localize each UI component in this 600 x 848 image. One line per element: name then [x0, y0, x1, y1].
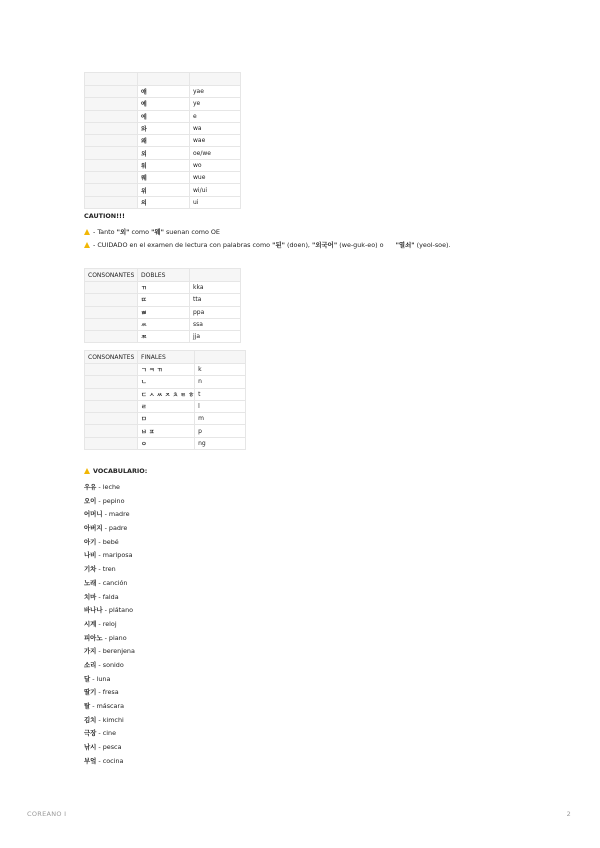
table-header-cell: DOBLES: [138, 269, 190, 282]
table-row: [85, 364, 246, 376]
vocab-korean: 아버지: [84, 524, 103, 533]
vocab-spanish: pepino: [102, 496, 125, 505]
romanization-cell: p: [195, 425, 246, 437]
vocab-korean: 극장: [84, 729, 97, 738]
vocab-separator: -: [96, 496, 103, 505]
vocab-spanish: tren: [102, 565, 116, 574]
romanization-cell: ssa: [190, 318, 241, 330]
vocab-spanish: cine: [102, 729, 117, 738]
vocab-korean: 딸기: [84, 688, 97, 697]
vocab-korean: 부엌: [84, 756, 97, 765]
vocab-korean: 피아노: [84, 633, 103, 642]
vocab-korean: 어머니: [84, 510, 103, 519]
table-row: [85, 196, 241, 208]
hangul-cell: 얘: [138, 86, 190, 98]
romanization-cell: m: [195, 413, 246, 425]
hangul-cell: ㅇ: [138, 437, 195, 449]
table-cell-empty: [85, 282, 138, 294]
table-cell-empty: [85, 73, 138, 86]
vocab-korean: 오이: [84, 496, 97, 505]
hangul-cell: ㄲ: [138, 282, 190, 294]
vocab-separator: -: [90, 674, 97, 683]
hangul-cell: 위: [138, 184, 190, 196]
vocab-korean: 낚시: [84, 743, 97, 752]
table-row: [85, 437, 246, 449]
caution-line-2: [84, 239, 451, 251]
hangul-cell: ㄴ: [138, 376, 195, 388]
romanization-cell: wi/ui: [190, 184, 241, 196]
table-header-cell: [190, 269, 241, 282]
hangul-cell: ㄷ ㅅ ㅆ ㅈ ㅊ ㅌ ㅎ: [138, 388, 195, 400]
vocab-separator: -: [96, 619, 103, 628]
vocab-item: [84, 604, 135, 618]
hangul-cell: [138, 73, 190, 86]
hangul-cell: 예: [138, 98, 190, 110]
table-cell-empty: [85, 376, 138, 388]
vocab-item: [84, 645, 135, 659]
vocab-korean: 바나나: [84, 606, 103, 615]
vocab-korean: 노래: [84, 578, 97, 587]
romanization-cell: oe/we: [190, 147, 241, 159]
table-cell-empty: [85, 86, 138, 98]
vocab-korean: 우유: [84, 483, 97, 491]
romanization-cell: l: [195, 400, 246, 412]
table-row: [85, 318, 241, 330]
page-number: 2: [566, 810, 571, 818]
table-cell-empty: [85, 159, 138, 171]
caution-text: suenan como OE: [163, 228, 220, 236]
vocab-spanish: luna: [96, 674, 111, 683]
hangul-cell: 웨: [138, 172, 190, 184]
vocabulario-list: [84, 481, 135, 768]
vocab-spanish: plátano: [108, 606, 134, 615]
table-row: [85, 282, 241, 294]
caution-text: como: [129, 228, 152, 236]
caution-text: (doen),: [284, 241, 312, 249]
table-header-cell: CONSONANTES: [85, 351, 138, 364]
vocab-korean: 나비: [84, 551, 97, 560]
table-cell-empty: [85, 306, 138, 318]
vocab-item: [84, 714, 135, 728]
vocabulario-title: [84, 465, 147, 477]
table-cell-empty: [85, 318, 138, 330]
vocab-spanish: reloj: [102, 619, 117, 628]
table-cell-empty: [85, 110, 138, 122]
vocab-separator: -: [96, 729, 103, 738]
hangul-cell: ㄸ: [138, 294, 190, 306]
hangul-cell: ㅁ: [138, 413, 195, 425]
finales-table: [84, 350, 246, 450]
vocab-separator: -: [96, 660, 103, 669]
vocab-spanish: pesca: [102, 743, 122, 752]
table-cell-empty: [85, 294, 138, 306]
vocab-korean: 아기: [84, 537, 97, 546]
caution-text: (yeol-soe).: [414, 241, 451, 249]
table-header-cell: CONSONANTES: [85, 269, 138, 282]
hangul-cell: ㅆ: [138, 318, 190, 330]
vocab-korean: 탈: [84, 702, 91, 710]
vocab-item: [84, 700, 135, 714]
caution-text: - CUIDADO en el examen de lectura con palabras como: [93, 241, 273, 249]
vocab-korean: 기차: [84, 565, 97, 574]
vocab-item: [84, 673, 135, 687]
romanization-cell: tta: [190, 294, 241, 306]
vocab-spanish: mariposa: [102, 551, 133, 560]
table-cell-empty: [85, 172, 138, 184]
romanization-cell: wa: [190, 122, 241, 134]
table-row: [85, 98, 241, 110]
vocabulario-title-text: VOCABULARIO:: [93, 467, 148, 475]
vocab-spanish: madre: [108, 510, 130, 519]
vocab-spanish: padre: [108, 524, 128, 533]
vocab-item: [84, 495, 135, 509]
romanization-cell: ye: [190, 98, 241, 110]
table-cell-empty: [85, 364, 138, 376]
vocab-separator: -: [102, 633, 109, 642]
table-cell-empty: [85, 388, 138, 400]
hangul-cell: ㅂ ㅍ: [138, 425, 195, 437]
vocab-item: [84, 481, 135, 495]
vocab-separator: -: [96, 743, 103, 752]
romanization-cell: kka: [190, 282, 241, 294]
vocab-korean: 달: [84, 674, 91, 683]
vocab-spanish: piano: [108, 633, 127, 642]
romanization-cell: t: [195, 388, 246, 400]
vocab-item: [84, 536, 135, 550]
vocab-separator: -: [96, 551, 103, 560]
vocab-separator: -: [102, 606, 109, 615]
vocab-item: [84, 755, 135, 769]
vocab-spanish: canción: [102, 578, 128, 587]
vocab-item: [84, 577, 135, 591]
table-row: [85, 400, 246, 412]
table-row: [85, 425, 246, 437]
vocab-spanish: bebé: [102, 537, 119, 546]
hangul-cell: ㅉ: [138, 331, 190, 343]
table-row: [85, 147, 241, 159]
caution-title: CAUTION!!!: [84, 212, 125, 220]
romanization-cell: ng: [195, 437, 246, 449]
vocab-separator: -: [96, 578, 103, 587]
vocab-item: [84, 618, 135, 632]
caution-word: "열쇠": [395, 241, 415, 249]
caution-text: - Tanto: [93, 228, 117, 236]
vocab-separator: -: [102, 510, 109, 519]
warning-triangle-icon: [84, 242, 90, 248]
vocab-korean: 가지: [84, 647, 97, 656]
table-row: [85, 73, 241, 86]
vocab-item: [84, 522, 135, 536]
caution-word: "된": [272, 241, 285, 249]
table-row: [85, 376, 246, 388]
table-row: [85, 86, 241, 98]
table-cell-empty: [85, 331, 138, 343]
caution-word: "웨": [151, 228, 164, 236]
table-cell-empty: [85, 135, 138, 147]
vocab-item: [84, 508, 135, 522]
vocab-spanish: fresa: [102, 688, 119, 697]
romanization-cell: wae: [190, 135, 241, 147]
vocab-spanish: cocina: [102, 756, 124, 765]
dobles-table: [84, 268, 241, 343]
table-header-cell: [195, 351, 246, 364]
romanization-cell: wo: [190, 159, 241, 171]
romanization-cell: e: [190, 110, 241, 122]
hangul-cell: 왜: [138, 135, 190, 147]
hangul-cell: 에: [138, 110, 190, 122]
romanization-cell: wue: [190, 172, 241, 184]
table-cell-empty: [85, 437, 138, 449]
table-cell-empty: [85, 196, 138, 208]
vocab-item: [84, 632, 135, 646]
caution-word: "외": [116, 228, 130, 236]
table-cell-empty: [85, 122, 138, 134]
vocab-separator: -: [96, 592, 103, 601]
vocab-separator: -: [96, 483, 103, 491]
table-row: [85, 159, 241, 171]
romanization-cell: jja: [190, 331, 241, 343]
romanization-cell: yae: [190, 86, 241, 98]
vocab-item: [84, 563, 135, 577]
vocab-spanish: leche: [102, 483, 120, 491]
vocab-spanish: berenjena: [102, 647, 135, 656]
hangul-cell: 외: [138, 147, 190, 159]
vocab-korean: 시계: [84, 619, 97, 628]
vowels-table: [84, 72, 241, 209]
table-row: [85, 306, 241, 318]
table-row: [85, 110, 241, 122]
table-cell-empty: [85, 147, 138, 159]
vocab-item: [84, 659, 135, 673]
vocab-separator: -: [96, 537, 103, 546]
vocab-item: [84, 686, 135, 700]
vocab-korean: 소리: [84, 660, 97, 669]
vocab-separator: -: [96, 647, 103, 656]
romanization-cell: n: [195, 376, 246, 388]
hangul-cell: 워: [138, 159, 190, 171]
table-header-row: [85, 351, 246, 364]
table-cell-empty: [85, 425, 138, 437]
hangul-cell: ㅃ: [138, 306, 190, 318]
romanization-cell: [190, 73, 241, 86]
caution-line-1: [84, 226, 220, 238]
vocab-item: [84, 741, 135, 755]
footer-left: COREANO I: [27, 810, 67, 818]
table-row: [85, 135, 241, 147]
vocab-separator: -: [102, 524, 109, 533]
table-cell-empty: [85, 184, 138, 196]
vocab-separator: -: [96, 688, 103, 697]
vocab-spanish: falda: [102, 592, 119, 601]
hangul-cell: ㄱ ㅋ ㄲ: [138, 364, 195, 376]
warning-triangle-icon: [84, 468, 90, 474]
table-cell-empty: [85, 400, 138, 412]
table-row: [85, 172, 241, 184]
table-cell-empty: [85, 413, 138, 425]
hangul-cell: 와: [138, 122, 190, 134]
table-header-cell: FINALES: [138, 351, 195, 364]
vocab-separator: -: [96, 715, 103, 724]
vocab-spanish: máscara: [96, 702, 125, 710]
hangul-cell: ㄹ: [138, 400, 195, 412]
table-row: [85, 122, 241, 134]
hangul-cell: 의: [138, 196, 190, 208]
vocab-spanish: sonido: [102, 660, 124, 669]
table-row: [85, 294, 241, 306]
romanization-cell: k: [195, 364, 246, 376]
vocab-separator: -: [96, 565, 103, 574]
vocab-separator: -: [96, 756, 103, 765]
table-header-row: [85, 269, 241, 282]
caution-word: "외국어": [312, 241, 338, 249]
romanization-cell: ui: [190, 196, 241, 208]
table-row: [85, 331, 241, 343]
vocab-item: [84, 549, 135, 563]
table-row: [85, 184, 241, 196]
vocab-spanish: kimchi: [102, 715, 124, 724]
vocab-separator: -: [90, 702, 97, 710]
table-cell-empty: [85, 98, 138, 110]
table-row: [85, 388, 246, 400]
caution-text: (we-guk-eo) o: [337, 241, 384, 249]
table-row: [85, 413, 246, 425]
vocab-item: [84, 727, 135, 741]
vocab-korean: 치마: [84, 592, 97, 601]
vocab-korean: 김치: [84, 715, 97, 724]
warning-triangle-icon: [84, 229, 90, 235]
vocab-item: [84, 591, 135, 605]
romanization-cell: ppa: [190, 306, 241, 318]
